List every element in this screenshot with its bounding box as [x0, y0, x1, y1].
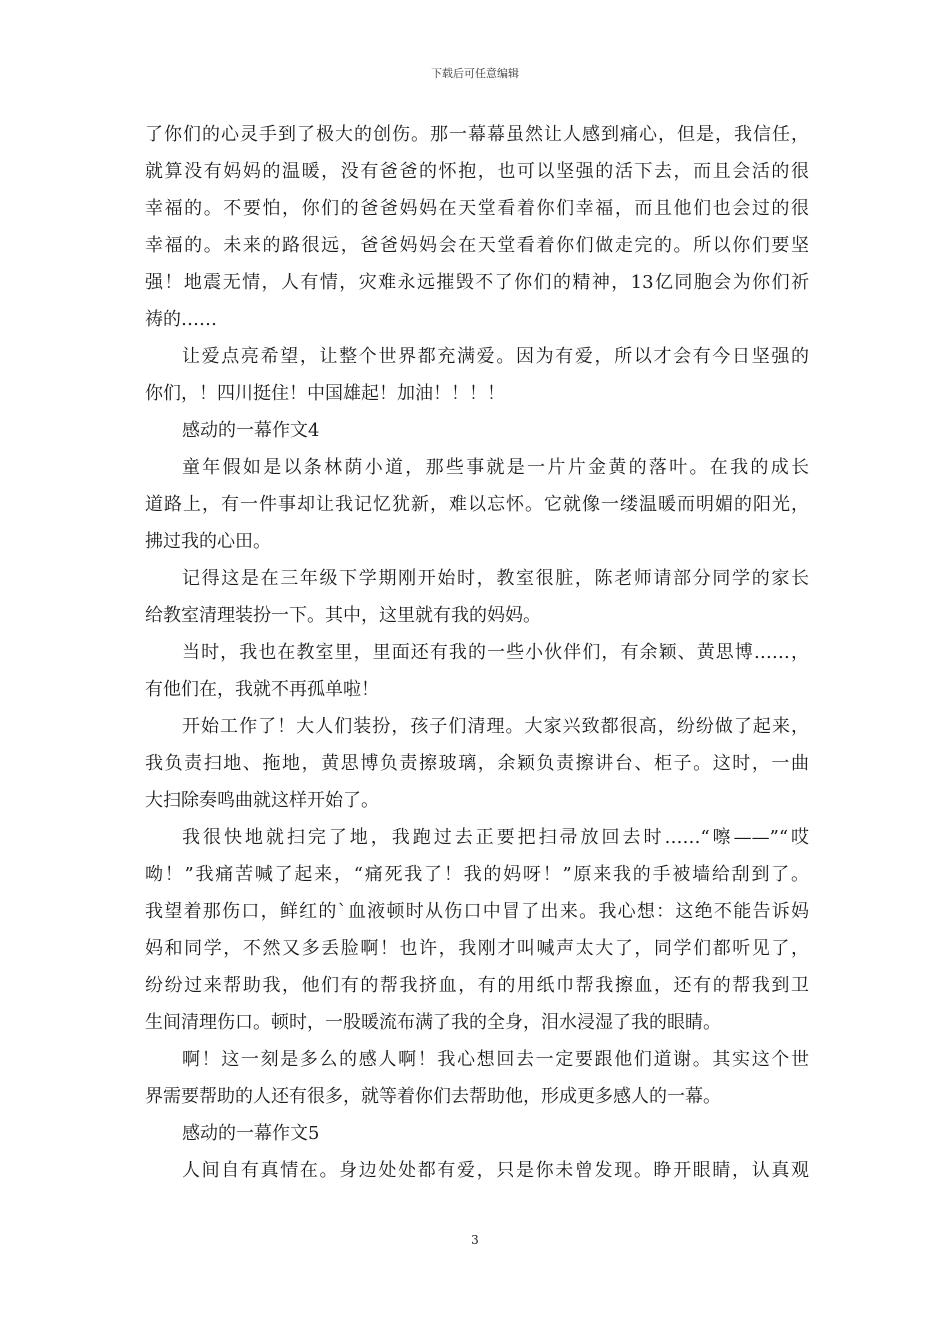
paragraph-line: 开始工作了！大人们装扮，孩子们清理。大家兴致都很高，纷纷做了起来， — [182, 716, 809, 737]
document-body — [145, 116, 809, 1189]
paragraph-line: 童年假如是以条林荫小道，那些事就是一片片金黄的落叶。在我的成长 — [182, 457, 809, 478]
paragraph-line: 让爱点亮希望，让整个世界都充满爱。因为有爱，所以才会有今日坚强的 — [182, 346, 809, 367]
paragraph-line: 生间清理伤口。顿时，一股暖流布满了我的全身，泪水浸湿了我的眼睛。 — [145, 1012, 721, 1033]
section-heading: 感动的一幕作文5 — [182, 1123, 320, 1144]
paragraph-line: 界需要帮助的人还有很多，就等着你们去帮助他，形成更多感人的一幕。 — [145, 1086, 721, 1107]
paragraph-line: 就算没有妈妈的温暖，没有爸爸的怀抱，也可以坚强的活下去，而且会活的很 — [145, 161, 809, 182]
paragraph-line: 妈和同学，不然又多丢脸啊！也许，我刚才叫喊声太大了，同学们都听见了， — [145, 938, 809, 959]
paragraph-line: 强！地震无情，人有情，灾难永远摧毁不了你们的精神，13亿同胞会为你们祈 — [145, 272, 809, 293]
paragraph-line: 纷纷过来帮助我，他们有的帮我挤血，有的用纸巾帮我擦血，还有的帮我到卫 — [145, 975, 809, 996]
paragraph-line: 祷的…… — [145, 309, 217, 330]
paragraph-line: 当时，我也在教室里，里面还有我的一些小伙伴们，有余颖、黄思博……， — [182, 642, 809, 663]
paragraph-line: 记得这是在三年级下学期刚开始时，教室很脏，陈老师请部分同学的家长 — [182, 568, 809, 589]
paragraph-line: 我负责扫地、拖地，黄思博负责擦玻璃，余颖负责擦讲台、柜子。这时，一曲 — [145, 753, 809, 774]
paragraph-line: 幸福的。不要怕，你们的爸爸妈妈在天堂看着你们幸福，而且他们也会过的很 — [145, 198, 809, 219]
paragraph-line: 我很快地就扫完了地，我跑过去正要把扫帚放回去时……“嚓——”“哎 — [182, 827, 809, 848]
paragraph-line: 拂过我的心田。 — [145, 531, 271, 552]
paragraph-line: 啊！这一刻是多么的感人啊！我心想回去一定要跟他们道谢。其实这个世 — [182, 1049, 809, 1070]
paragraph-line: 道路上，有一件事却让我记忆犹新，难以忘怀。它就像一缕温暖而明媚的阳光， — [145, 494, 809, 515]
paragraph-line: 人间自有真情在。身边处处都有爱，只是你未曾发现。睁开眼睛，认真观 — [182, 1160, 809, 1181]
paragraph-line: 有他们在，我就不再孤单啦！ — [145, 679, 379, 700]
paragraph-line: 你们，！四川挺住！中国雄起！加油！！！！ — [145, 383, 505, 404]
page-number: 3 — [471, 1233, 479, 1247]
section-heading: 感动的一幕作文4 — [182, 420, 320, 441]
paragraph-line: 我望着那伤口，鲜红的`血液顿时从伤口中冒了出来。我心想：这绝不能告诉妈 — [145, 901, 809, 922]
paragraph-line: 给教室清理装扮一下。其中，这里就有我的妈妈。 — [145, 605, 541, 626]
paragraph-line: 幸福的。未来的路很远，爸爸妈妈会在天堂看着你们做走完的。所以你们要坚 — [145, 235, 809, 256]
paragraph-line: 了你们的心灵手到了极大的创伤。那一幕幕虽然让人感到痛心，但是，我信任， — [145, 124, 809, 145]
page-header: 下载后可任意编辑 — [431, 67, 519, 80]
paragraph-line: 呦！”我痛苦喊了起来，“痛死我了！我的妈呀！”原来我的手被墙给刮到了。 — [145, 864, 809, 885]
paragraph-line: 大扫除奏鸣曲就这样开始了。 — [145, 790, 379, 811]
